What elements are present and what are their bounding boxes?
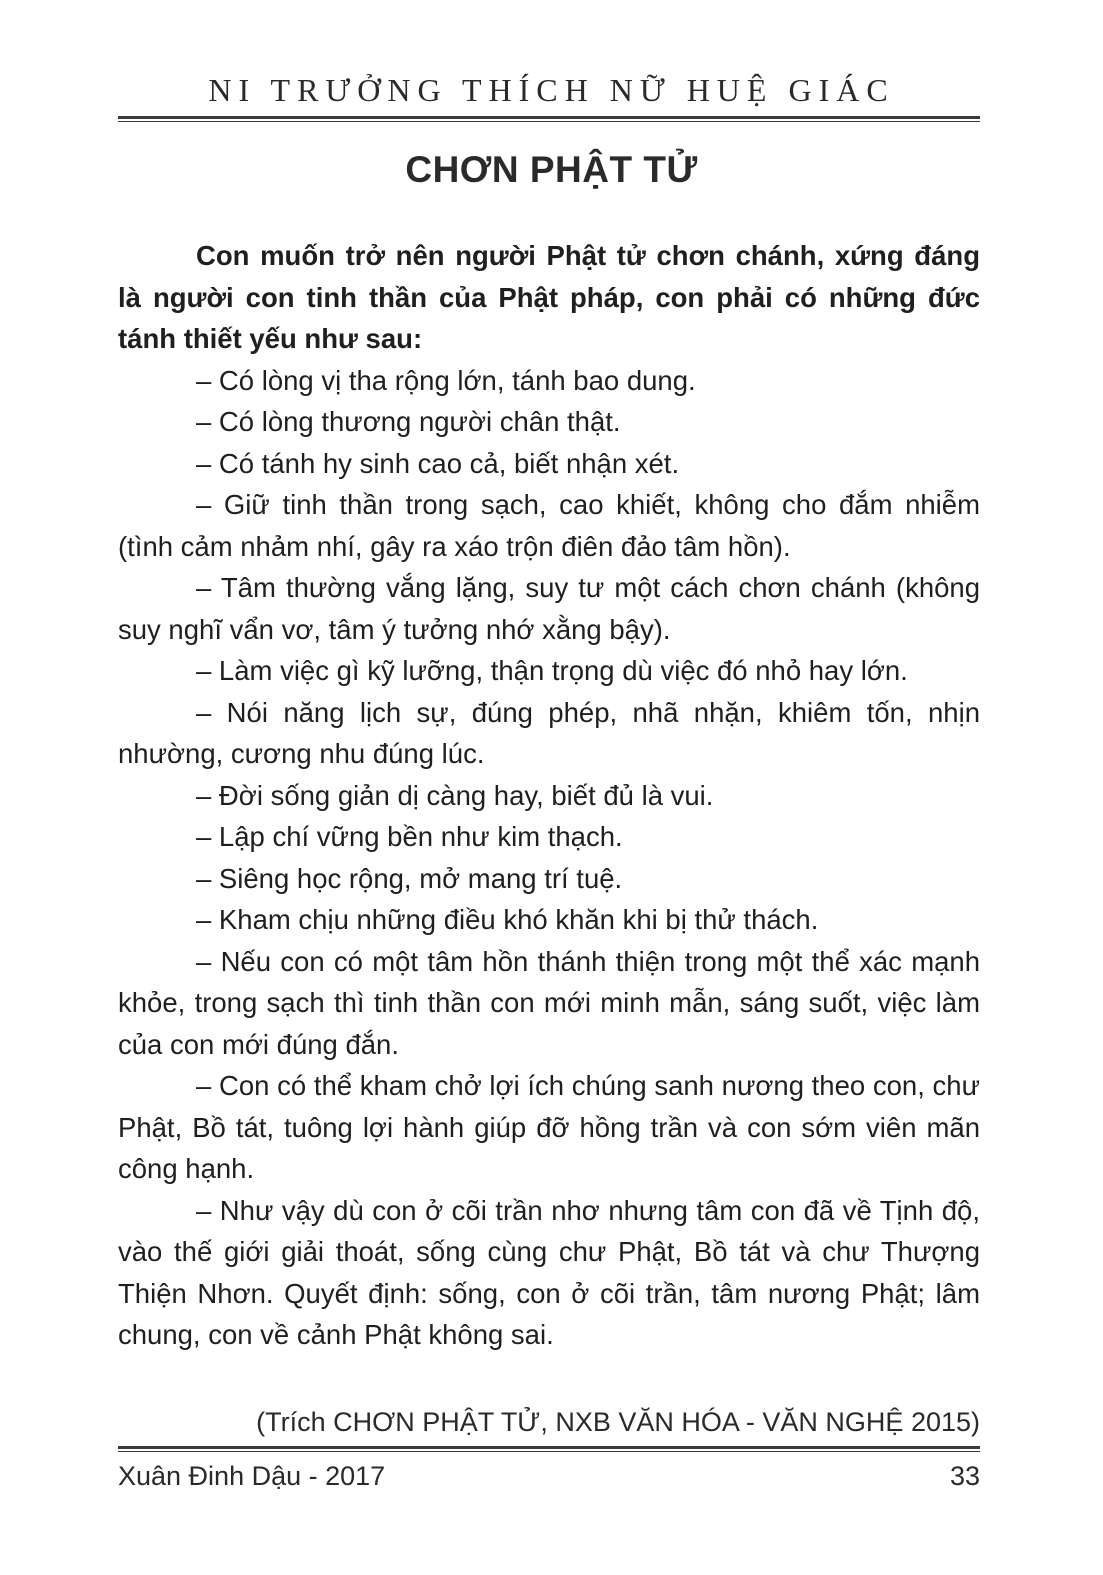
source-citation: (Trích CHƠN PHẬT TỬ, NXB VĂN HÓA - VĂN NGHỆ 2015) <box>256 1407 980 1437</box>
running-header: NI TRƯỞNG THÍCH NỮ HUỆ GIÁC <box>208 72 895 108</box>
header-rule-bottom <box>118 121 980 122</box>
list-item: – Có lòng thương người chân thật. <box>196 406 621 437</box>
list-item: – Tâm thường vắng lặng, suy tư một cách chơn chánh (không suy nghĩ vẩn vơ, tâm ý tưởng nhớ xằng bậy). <box>118 572 980 645</box>
list-item: – Nói năng lịch sự, đúng phép, nhã nhặn, khiêm tốn, nhịn nhường, cương nhu đúng lúc. <box>118 696 980 769</box>
list-item: – Có tánh hy sinh cao cả, biết nhận xét. <box>196 447 680 479</box>
list-item: – Siêng học rộng, mở mang trí tuệ. <box>196 862 623 894</box>
footer-issue: Xuân Đinh Dậu - 2017 <box>118 1461 386 1491</box>
article-body <box>118 235 980 1356</box>
list-item: – Làm việc gì kỹ lưỡng, thận trọng dù việc đó nhỏ hay lớn. <box>196 655 908 686</box>
list-item: – Như vậy dù con ở cõi trần nhơ nhưng tâm con đã về Tịnh độ, vào thế giới giải thoát, sống cùng chư Phật, Bồ tát và chư Thượng Thiện Nhơn. Quyết định: sống, con ở cõi trần, tâm nương Phật; lâm chung, con về cảnh Phật không sai. <box>118 1194 980 1350</box>
article-title: CHƠN PHẬT TỬ <box>405 149 698 190</box>
list-item: – Con có thể kham chở lợi ích chúng sanh nương theo con, chư Phật, Bồ tát, tuông lợi hành giúp đỡ hồng trần và con sớm viên mãn công hạnh. <box>118 1070 980 1184</box>
header-rule-top <box>118 116 980 119</box>
list-item: – Kham chịu những điều khó khăn khi bị thử thách. <box>196 904 819 935</box>
footer-rule-bottom <box>118 1451 980 1452</box>
intro-paragraph: Con muốn trở nên người Phật tử chơn chánh, xứng đáng là người con tinh thần của Phật pháp, con phải có những đức tánh thiết yếu như sau: <box>118 240 980 354</box>
footer-rule-top <box>118 1446 980 1449</box>
list-item: – Giữ tinh thần trong sạch, cao khiết, không cho đắm nhiễm (tình cảm nhảm nhí, gây ra xáo trộn điên đảo tâm hồn). <box>118 489 980 562</box>
list-item: – Lập chí vững bền như kim thạch. <box>196 821 623 852</box>
list-item: – Nếu con có một tâm hồn thánh thiện trong một thể xác mạnh khỏe, trong sạch thì tinh thần con mới minh mẫn, sáng suốt, việc làm của con mới đúng đắn. <box>118 945 980 1060</box>
list-item: – Có lòng vị tha rộng lớn, tánh bao dung. <box>196 364 696 396</box>
page-number: 33 <box>949 1461 980 1491</box>
list-item: – Đời sống giản dị càng hay, biết đủ là vui. <box>196 779 714 811</box>
